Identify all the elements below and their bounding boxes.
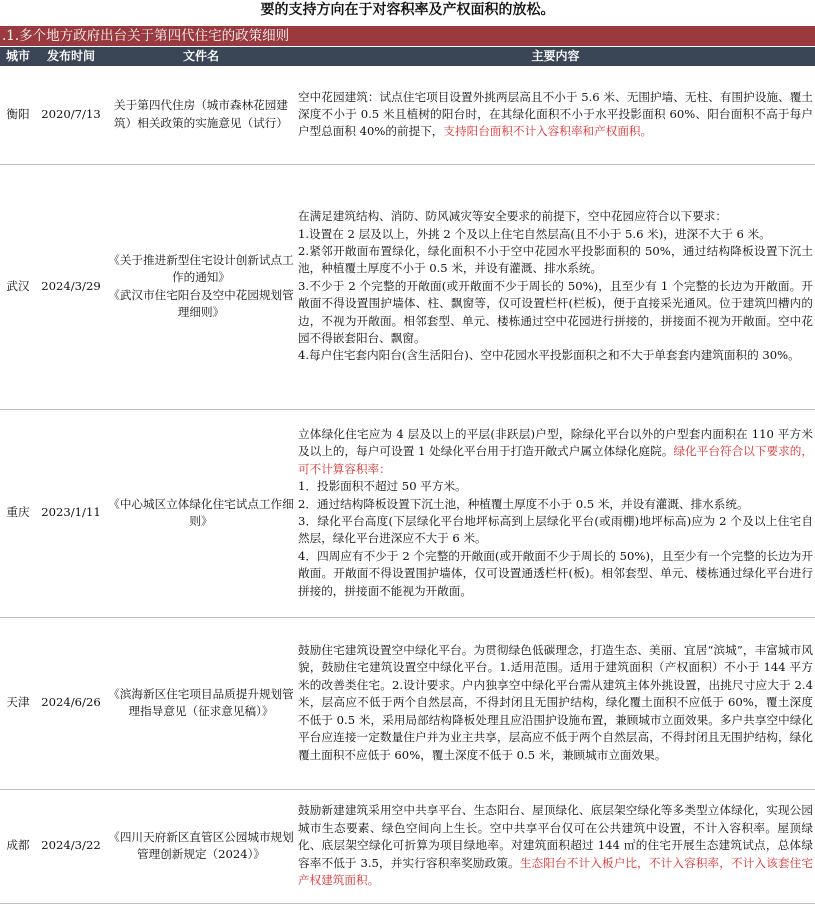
date-cell: 2024/6/26: [36, 617, 106, 789]
table-row: [0, 789, 815, 903]
file-cell: 《中心城区立体绿化住宅试点工作细则》: [106, 409, 296, 617]
content-highlight: 生态阳台不计入板户比，不计入容积率，不计入该套住宅产权建筑面积。: [298, 855, 813, 888]
date-cell: 2024/3/22: [36, 789, 106, 903]
content-line: 2．通过结构降板设置下沉土池，种植覆土厚度不小于 0.5 米，并设有灌溉、排水系统。: [298, 496, 749, 511]
content-cell: [296, 409, 815, 617]
city-cell: 天津: [0, 617, 36, 789]
city-cell: 衡阳: [0, 66, 36, 164]
table-title: .1.多个地方政府出台关于第四代住宅的政策细则: [0, 26, 815, 46]
table-row: [0, 66, 815, 164]
file-name: 《武汉市住宅阳台及空中花园规划管理细则》: [108, 287, 294, 319]
header-date: 发布时间: [36, 47, 106, 66]
policy-table: [0, 47, 815, 904]
header-file: 文件名: [106, 47, 296, 66]
content-line: 2.紧邻开敞面布置绿化，绿化面积不小于空中花园水平投影面积的 50%，通过结构降板设置下沉土池，种植覆土厚度不小于 0.5 米，并设有灌溉、排水系统。: [298, 243, 813, 276]
table-header-row: [0, 47, 815, 66]
table-row: [0, 409, 815, 617]
content-text: 鼓励新建建筑采用空中共享平台、生态阳台、屋顶绿化、底层架空绿化等多类型立体绿化，实现公园城市生态要素、绿色空间向上生长。空中共享平台仅可在公共建筑中设置，不计入容积率。屋顶绿化、底层架空绿化可折算为项目绿地率。对建筑面积超过 144 ㎡的住宅开展生态建筑试点，总体绿容率不低于 3.5，并实行容积率奖励政策。: [298, 803, 813, 870]
date-cell: 2020/7/13: [36, 66, 106, 164]
content-line: 1.设置在 2 层及以上，外挑 2 个及以上住宅自然层高(且不小于 5.6 米)，进深不大于 6 米。: [298, 226, 771, 241]
file-cell: 关于第四代住房（城市森林花园建筑）相关政策的实施意见（试行）: [106, 66, 296, 164]
content-text: 立体绿化住宅应为 4 层及以上的平层(非跃层)户型，除绿化平台以外的户型套内面积在 110 平方米及以上的，每户可设置 1 处绿化平台用于打造开敞式户属立体绿化庭院。: [298, 426, 813, 459]
city-cell: 重庆: [0, 409, 36, 617]
table-row: [0, 617, 815, 789]
content-line: 1．投影面积不超过 50 平方米。: [298, 479, 467, 494]
intro-text: 要的支持方向在于对容积率及产权面积的放松。: [260, 2, 555, 18]
file-cell: 《滨海新区住宅项目品质提升规划管理指导意见（征求意见稿）》: [106, 617, 296, 789]
content-text: 空中花园建筑：试点住宅项目设置外挑两层高且不小于 5.6 米、无围护墙、无柱、有围护设施、覆土深度不小于 0.5 米且植树的阳台时，在其绿化面积不小于水平投影面积 60%、阳台面积不高于每户户型总面积 40%的前提下，: [298, 89, 813, 139]
content-cell: 鼓励住宅建筑设置空中绿化平台。为贯彻绿色低碳理念，打造生态、美丽、宜居“滨城”，丰富城市风貌，鼓励住宅建筑设置空中绿化平台。1.适用范围。适用于建筑面积（产权面积）不小于 144 平方米的改善类住宅。2.设计要求。户内独享空中绿化平台需从建筑主体外挑设置，出挑尺寸应大于 2.4 米，层高应不低于两个自然层高，不得封闭且无围护结构，绿化覆土面积不应低于 60%，覆土深度不低于 0.5 米，采用局部结构降板处理且应沿围护设施布置，兼顾城市立面效果。多户共享空中绿化平台应连接一定数量住户并为业主共享，层高应不低于两个自然层高，不得封闭且无围护结构，绿化覆土面积不应低于 60%，覆土深度不低于 0.5 米，兼顾城市立面效果。: [296, 617, 815, 789]
content-line: 在满足建筑结构、消防、防风减灾等安全要求的前提下，空中花园应符合以下要求：: [298, 209, 727, 224]
content-highlight: 支持阳台面积不计入容积率和产权面积。: [443, 124, 653, 139]
file-cell: [106, 164, 296, 409]
city-cell: 武汉: [0, 164, 36, 409]
content-cell: [296, 164, 815, 409]
content-line: 4.每户住宅套内阳台(含生活阳台)、空中花园水平投影面积之和不大于单套套内建筑面积的 30%。: [298, 348, 800, 363]
content-cell: [296, 789, 815, 903]
date-cell: 2024/3/29: [36, 164, 106, 409]
city-cell: 成都: [0, 789, 36, 903]
content-line: 3．绿化平台高度(下层绿化平台地坪标高到上层绿化平台(或雨棚)地坪标高)应为 2 个及以上住宅自然层，绿化平台进深应不大于 6 米。: [298, 514, 813, 546]
file-cell: 《四川天府新区直管区公园城市规划管理创新规定（2024）》: [106, 789, 296, 903]
header-content: 主要内容: [296, 47, 815, 66]
date-cell: 2023/1/11: [36, 409, 106, 617]
content-highlight: 绿化平台符合以下要求的，可不计算容积率：: [298, 444, 813, 476]
content-line: 3.不少于 2 个完整的开敞面(或开敞面不少于周长的 50%)，且至少有 1 个完整的长边为开敞面。开敞面不得设置围护墙体、柱、飘窗等，仅可设置栏杆(栏板)，便于直接采光通风。位于建筑凹槽内的边，不视为开敞面。相邻套型、单元、楼栋通过空中花园进行拼接的，拼接面不视为开敞面。空中花园不得嵌套阳台、飘窗。: [298, 278, 813, 346]
table-row: [0, 164, 815, 409]
content-cell: [296, 66, 815, 164]
file-name: 《关于推进新型住宅设计创新试点工作的通知》: [108, 252, 294, 285]
header-city: 城市: [0, 47, 36, 66]
content-line: 4．四周应有不少于 2 个完整的开敞面(或开敞面不少于周长的 50%)，且至少有一个完整的长边为开敞面。开敞面不得设置围护墙体，仅可设置通透栏杆(板)。相邻套型、单元、楼栋通过绿化平台进行拼接的，拼接面不能视为开敞面。: [298, 548, 813, 598]
content-line: [298, 426, 813, 478]
